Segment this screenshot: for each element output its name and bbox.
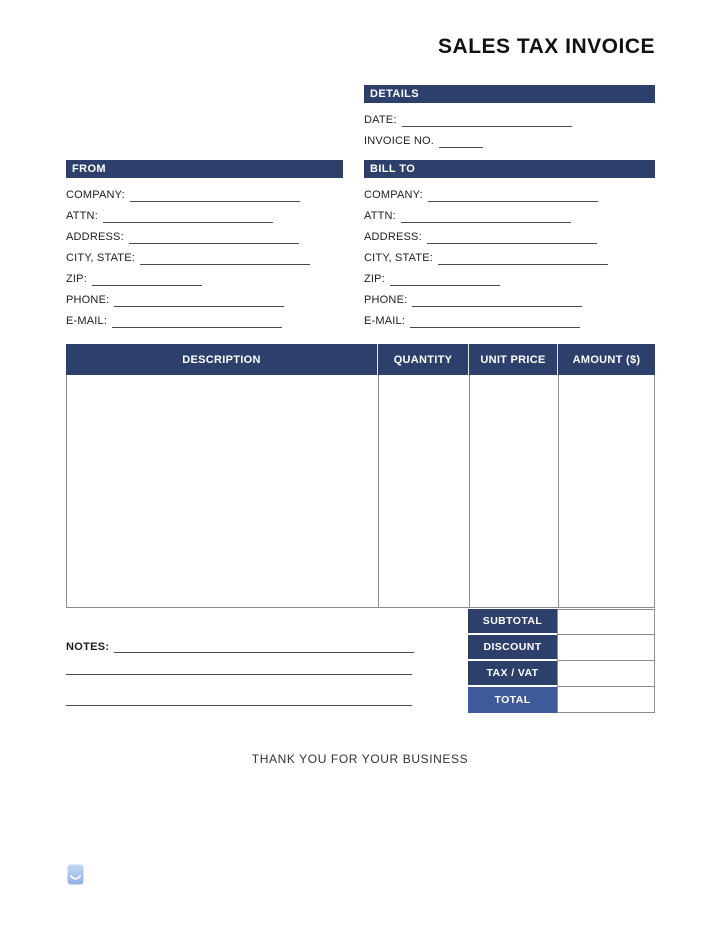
column-header-quantity: QUANTITY	[377, 344, 468, 375]
invoice-no-blank-line	[439, 135, 483, 148]
invoice-no-label: INVOICE NO.	[364, 135, 435, 147]
bill-to-phone-label: PHONE:	[364, 294, 408, 306]
bill-to-email-blank-line	[410, 315, 580, 328]
from-company-label: COMPANY:	[66, 189, 125, 201]
from-zip-blank-line	[92, 273, 202, 286]
discount-label: DISCOUNT	[468, 635, 557, 661]
notes-field	[66, 637, 414, 653]
items-table	[66, 344, 655, 608]
tax-vat-label: TAX / VAT	[468, 661, 557, 687]
subtotal-label: SUBTOTAL	[468, 609, 557, 635]
date-label: DATE:	[364, 114, 397, 126]
bill-to-zip-label: ZIP:	[364, 273, 385, 285]
column-header-unit-price: UNIT PRICE	[468, 344, 557, 375]
bill-to-attn-blank-line	[401, 210, 571, 223]
from-phone-label: PHONE:	[66, 294, 110, 306]
from-zip-field	[66, 265, 343, 286]
from-address-label: ADDRESS:	[66, 231, 124, 243]
from-zip-label: ZIP:	[66, 273, 87, 285]
from-attn-field	[66, 202, 343, 223]
bill-to-phone-field	[364, 286, 655, 307]
bill-to-address-field	[364, 223, 655, 244]
totals-row-subtotal	[468, 609, 655, 635]
from-company-blank-line	[130, 189, 300, 202]
bill-to-header-bar: BILL TO	[364, 160, 655, 178]
column-header-description: DESCRIPTION	[182, 353, 261, 366]
bill-to-attn-field	[364, 202, 655, 223]
bill-to-zip-blank-line	[390, 273, 500, 286]
bill-to-zip-field	[364, 265, 655, 286]
notes-label: NOTES:	[66, 641, 110, 653]
from-attn-label: ATTN:	[66, 210, 98, 222]
totals-block	[468, 609, 655, 713]
bill-to-address-blank-line	[427, 231, 597, 244]
bill-to-phone-blank-line	[412, 294, 582, 307]
totals-row-total	[468, 687, 655, 713]
from-company-field	[66, 181, 343, 202]
from-address-blank-line	[129, 231, 299, 244]
bill-to-company-field	[364, 181, 655, 202]
totals-row-discount	[468, 635, 655, 661]
amount-column-cell	[558, 375, 654, 607]
bill-to-city-state-blank-line	[438, 252, 608, 265]
description-column-cell	[67, 375, 378, 607]
bill-to-city-state-field	[364, 244, 655, 265]
from-phone-blank-line	[114, 294, 284, 307]
bill-to-company-label: COMPANY:	[364, 189, 423, 201]
items-table-header-row	[66, 344, 655, 375]
bill-to-panel	[364, 160, 655, 328]
from-phone-field	[66, 286, 343, 307]
bill-to-company-blank-line	[428, 189, 598, 202]
date-field	[364, 106, 655, 127]
totals-row-tax-vat	[468, 661, 655, 687]
date-blank-line	[402, 114, 572, 127]
from-email-field	[66, 307, 343, 328]
thank-you-text: THANK YOU FOR YOUR BUSINESS	[251, 752, 469, 766]
from-attn-blank-line	[103, 210, 273, 223]
subtotal-value-cell	[557, 609, 655, 635]
column-header-amount: AMOUNT ($)	[557, 344, 655, 375]
items-table-body	[66, 375, 655, 608]
details-header-bar: DETAILS	[364, 85, 655, 103]
from-panel	[66, 160, 343, 328]
from-email-blank-line	[112, 315, 282, 328]
from-address-field	[66, 223, 343, 244]
bill-to-email-field	[364, 307, 655, 328]
bill-to-attn-label: ATTN:	[364, 210, 396, 222]
from-city-state-field	[66, 244, 343, 265]
discount-value-cell	[557, 635, 655, 661]
quantity-column-cell	[378, 375, 469, 607]
notes-blank-line-2	[66, 674, 412, 675]
tax-vat-value-cell	[557, 661, 655, 687]
from-header-bar: FROM	[66, 160, 343, 178]
unit-price-column-cell	[469, 375, 558, 607]
from-email-label: E-MAIL:	[66, 315, 108, 327]
from-city-state-blank-line	[140, 252, 310, 265]
bill-to-email-label: E-MAIL:	[364, 315, 406, 327]
notes-blank-line-1	[114, 640, 414, 653]
annotation-icon[interactable]	[67, 864, 84, 885]
total-label: TOTAL	[468, 687, 557, 713]
notes-blank-line-3	[66, 705, 412, 706]
bill-to-address-label: ADDRESS:	[364, 231, 422, 243]
bill-to-city-state-label: CITY, STATE:	[364, 252, 434, 264]
page-title: SALES TAX INVOICE	[438, 35, 655, 58]
details-panel	[364, 85, 655, 148]
invoice-no-field	[364, 127, 655, 148]
total-value-cell	[557, 687, 655, 713]
from-city-state-label: CITY, STATE:	[66, 252, 136, 264]
